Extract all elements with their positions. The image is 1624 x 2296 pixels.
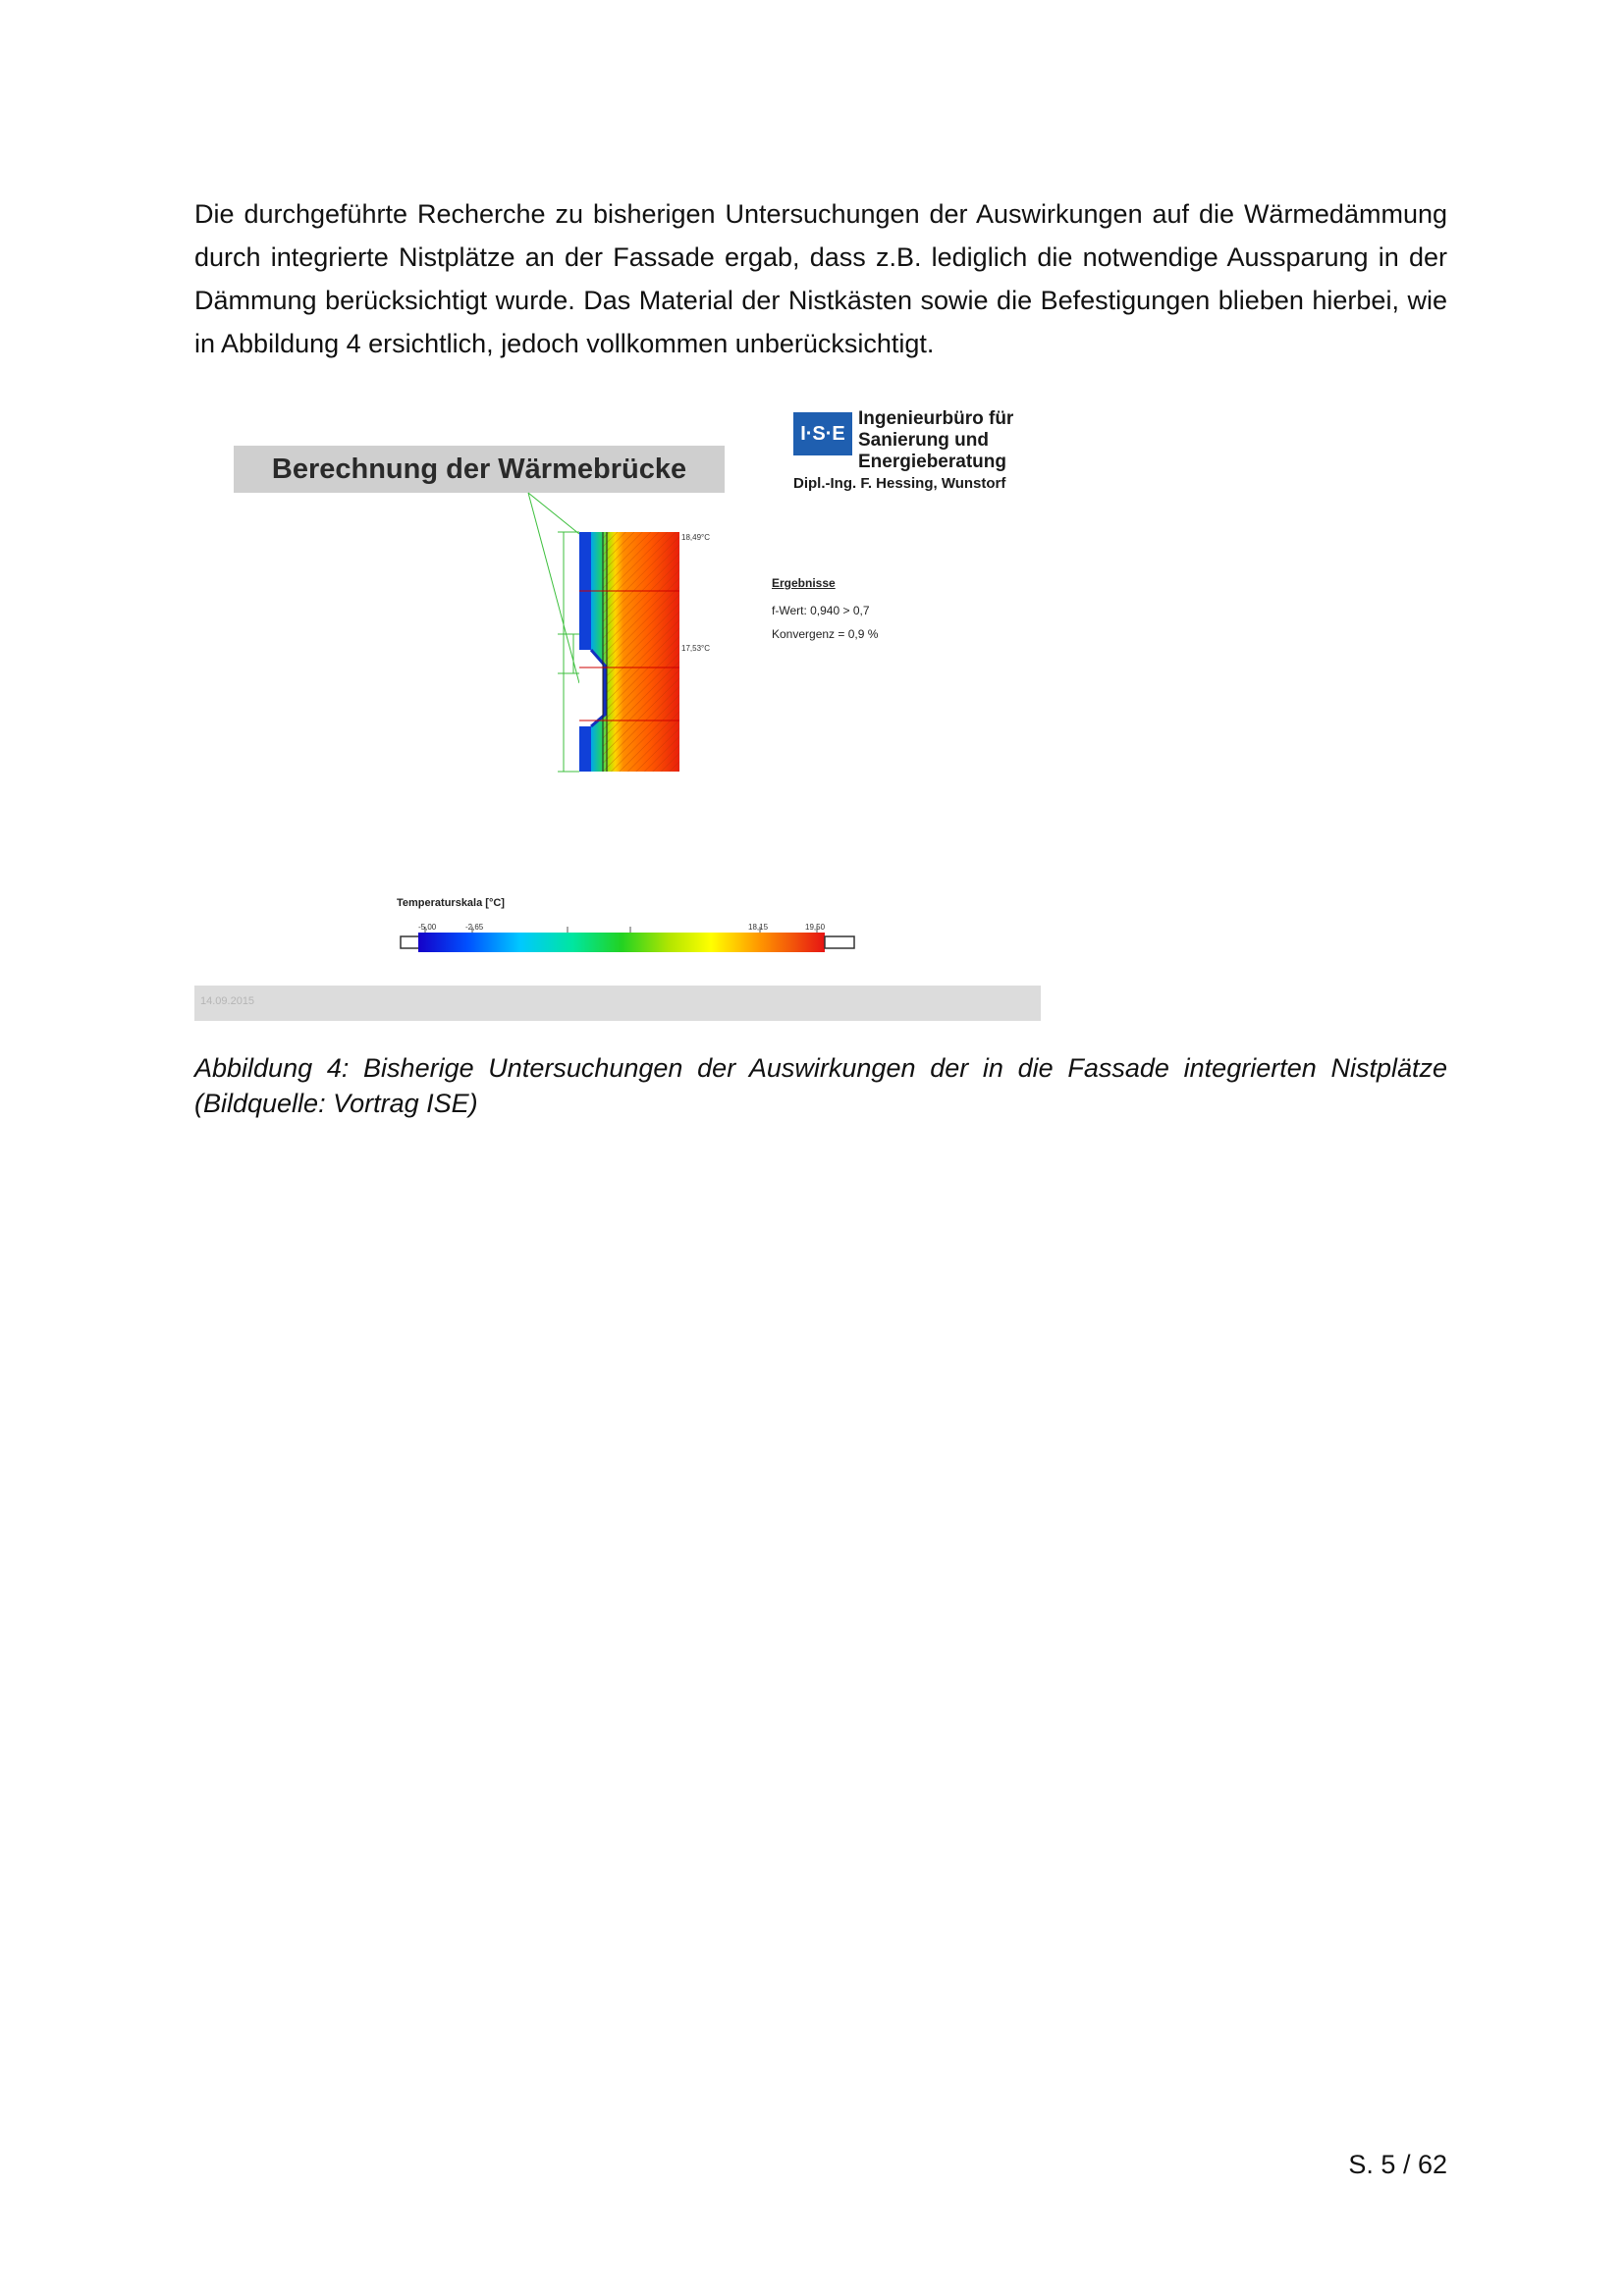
scale-tick-label: 19,50: [805, 923, 826, 932]
scale-cap-left: [401, 936, 420, 948]
page-number: S. 5 / 62: [1348, 2150, 1447, 2179]
figure-title: Berechnung der Wärmebrücke: [234, 446, 725, 493]
insulation-hatch: [603, 532, 679, 772]
logo-line-1: Ingenieurbüro für: [858, 408, 1014, 429]
convergence-value: Konvergenz = 0,9 %: [772, 627, 879, 641]
logo-mark: I·S·E: [793, 412, 852, 455]
temp-label-top: 18,49°C: [681, 533, 710, 542]
scale-tick-label: -2,65: [465, 923, 484, 932]
logo-line-2: Sanierung und: [858, 430, 989, 451]
results-heading: Ergebnisse: [772, 576, 836, 590]
figure-footer-bar: [194, 986, 1041, 1021]
f-value: f-Wert: 0,940 > 0,7: [772, 604, 870, 617]
footer-date: 14.09.2015: [200, 995, 255, 1007]
body-paragraph: Die durchgeführte Recherche zu bisherigen Untersuchungen der Auswirkungen auf die Wärmedämmung durch integrierte Nistplätze an der Fassade ergab, dass z.B. lediglich die notwendige Aussparung in der Dämmung berücksichtigt wurde. Das Material der Nistkästen sowie die Befestigungen blieben hierbei, wie in Abbildung 4 ersichtlich, jedoch vollkommen unberücksichtigt.: [194, 199, 1447, 358]
logo-line-3: Energieberatung: [858, 452, 1006, 472]
scale-cap-right: [825, 936, 854, 948]
logo-subtitle: Dipl.-Ing. F. Hessing, Wunstorf: [793, 475, 1006, 492]
temperature-scale-bar: [418, 933, 825, 952]
temp-label-mid: 17,53°C: [681, 644, 710, 653]
figure-caption: Abbildung 4: Bisherige Untersuchungen der Auswirkungen der in die Fassade integrierten Nistplätze (Bildquelle: Vortrag ISE): [194, 1053, 1447, 1118]
results-panel: [772, 569, 878, 648]
scale-tick-label: 18,15: [748, 923, 769, 932]
thermal-simulation-diagram: [194, 397, 1041, 986]
leader-line: [528, 493, 579, 683]
scale-tick-label: -5,00: [418, 923, 437, 932]
temperature-scale-label: Temperaturskala [°C]: [397, 897, 505, 909]
figure-thermal-bridge: [194, 397, 1041, 1021]
leader-line: [528, 493, 579, 534]
